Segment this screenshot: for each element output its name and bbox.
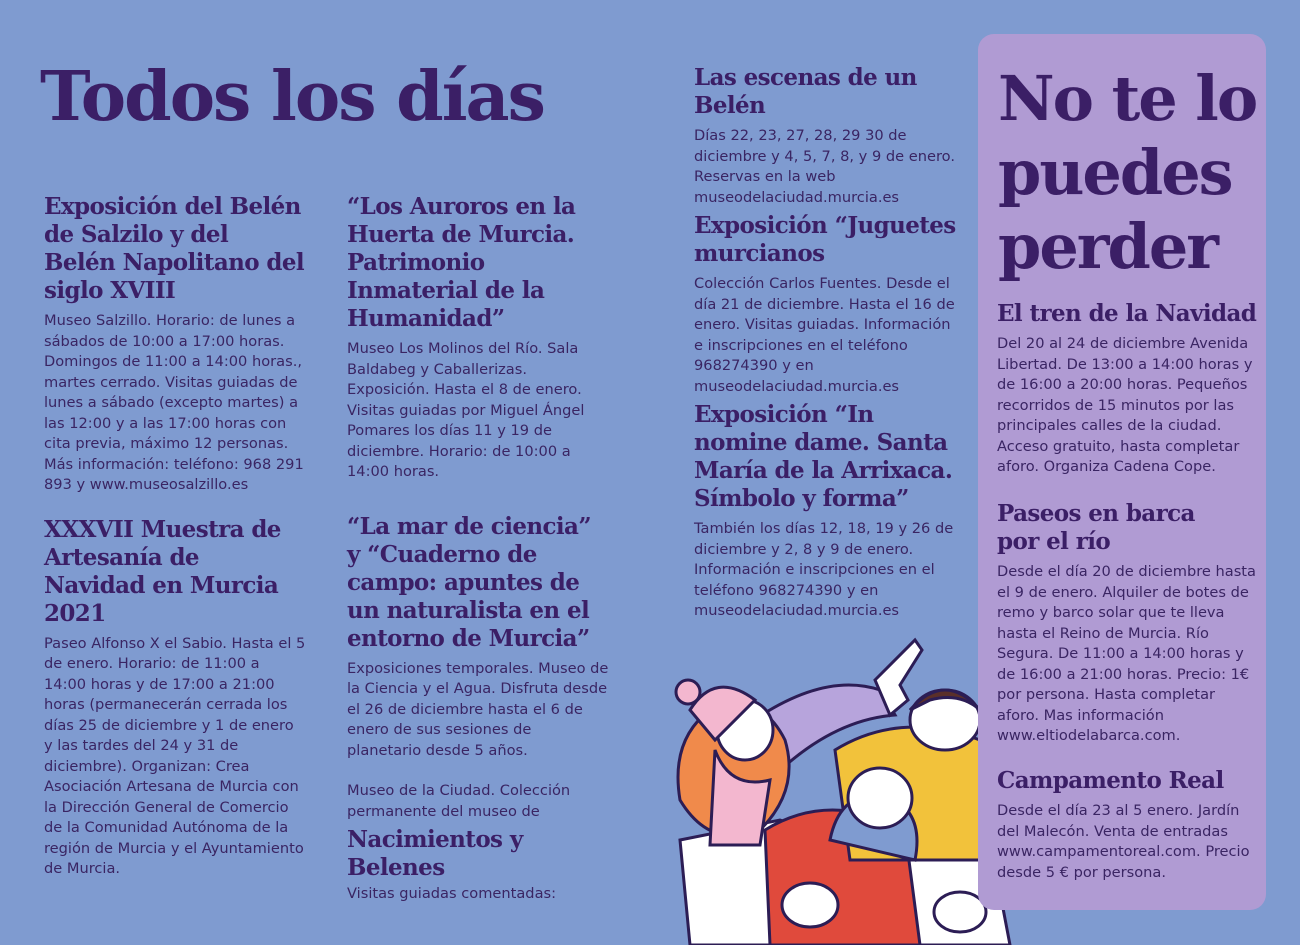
event-description: Exposiciones temporales. Museo de la Ciencia y el Agua. Disfruta desde el 26 de diciembre hasta el 6 de enero de sus sesiones de planetario desde 5 años. bbox=[347, 659, 609, 759]
event-description: Del 20 al 24 de diciembre Avenida Libertad. De 13:00 a 14:00 horas y de 16:00 a 20:00 horas. Pequeños recorridos de 15 minutos por las principales calles de la ciudad. Acceso gratuito, hasta completar aforo. Organiza Cadena Cope. bbox=[997, 335, 1253, 475]
event-salzillo bbox=[44, 193, 306, 496]
event-description: Días 22, 23, 27, 28, 29 30 de diciembre y 4, 5, 7, 8, y 9 de enero. Reservas en la web museodelaciudad.murcia.es bbox=[694, 127, 955, 206]
event-description: Colección Carlos Fuentes. Desde el día 21 de diciembre. Hasta el 16 de enero. Visitas guiadas. Información e inscripciones en el teléfono 968274390 y en museodelaciudad.murcia.es bbox=[694, 275, 955, 395]
event-title: XXXVII Muestra de Artesanía de Navidad en Murcia 2021 bbox=[44, 515, 281, 627]
event-artesania bbox=[44, 516, 306, 880]
event-in-nomine bbox=[694, 401, 956, 622]
event-title: “Los Auroros en la Huerta de Murcia. Patrimonio Inmaterial de la Humanidad” bbox=[347, 193, 576, 332]
event-ciencia bbox=[347, 513, 609, 762]
event-description: Paseo Alfonso X el Sabio. Hasta el 5 de enero. Horario: de 11:00 a 14:00 horas y de 17:00 a 21:00 horas (permanecerán cerrada los días 25 de diciembre y 1 de enero y las tardes del 24 y 31 de diciembre). Organizan: Crea Asociación Artesana de Murcia con la Dirección General de Comercio de la Comunidad Autónoma de la región de Murcia y el Ayuntamiento de Murcia. bbox=[44, 634, 306, 877]
event-description: Desde el día 23 al 5 enero. Jardín del Malecón. Venta de entradas www.campamentoreal.com. Precio desde 5 € por persona. bbox=[997, 802, 1250, 881]
event-title: El tren de la Navidad bbox=[997, 300, 1257, 327]
event-auroros bbox=[347, 193, 609, 483]
event-description: Museo Salzillo. Horario: de lunes a sábados de 10:00 a 17:00 horas. Domingos de 11:00 a 14:00 horas., martes cerrado. Visitas guiadas de lunes a sábado (excepto martes) a las 12:00 y a las 17:00 horas con cita previa, máximo 12 personas. Más información: teléfono: 968 291 893 y www.museosalzillo.es bbox=[44, 312, 304, 493]
event-campamento bbox=[997, 767, 1259, 883]
event-title: “La mar de ciencia” y “Cuaderno de campo: apuntes de un naturalista en el entorno de Murcia” bbox=[347, 512, 591, 652]
event-juguetes bbox=[694, 212, 956, 397]
event-intro: Museo de la Ciudad. Colección permanente del museo de bbox=[347, 782, 571, 820]
column-2 bbox=[347, 193, 609, 905]
event-description: Desde el día 20 de diciembre hasta el 9 de enero. Alquiler de botes de remo y barco solar que te lleva hasta el Reino de Murcia. Río Segura. De 11:00 a 14:00 horas y de 16:00 a 21:00 horas. Precio: 1€ por persona. Hasta completar aforo. Mas información www.eltiodelabarca.com. bbox=[997, 563, 1256, 744]
panel-title: No te lo puedes perder bbox=[998, 62, 1257, 283]
event-title: Exposición del Belén de Salzilo y del Belén Napolitano del siglo XVIII bbox=[44, 193, 305, 304]
event-title: Exposición “In nomine dame. Santa María de la Arrixaca. Símbolo y forma” bbox=[694, 401, 953, 512]
event-title: Las escenas de un Belén bbox=[694, 64, 917, 119]
event-title: Exposición “Juguetes murcianos bbox=[694, 212, 956, 267]
event-tren bbox=[997, 300, 1259, 478]
page-title: Todos los días bbox=[40, 57, 544, 137]
event-description: Museo Los Molinos del Río. Sala Baldabeg y Caballerizas. Exposición. Hasta el 8 de enero. Visitas guiadas por Miguel Ángel Pomares los días 11 y 19 de diciembre. Horario: de 10:00 a 14:00 horas. bbox=[347, 340, 585, 480]
event-nacimientos bbox=[347, 781, 609, 905]
event-description: Visitas guiadas comentadas: bbox=[347, 885, 557, 902]
event-title: Paseos en barca por el río bbox=[997, 500, 1195, 555]
event-barca bbox=[997, 500, 1259, 747]
event-title: Nacimientos y Belenes bbox=[347, 826, 523, 881]
event-description: También los días 12, 18, 19 y 26 de diciembre y 2, 8 y 9 de enero. Información e inscripciones en el teléfono 968274390 y en museodelaciudad.murcia.es bbox=[694, 520, 954, 619]
event-title: Campamento Real bbox=[997, 767, 1224, 794]
column-3 bbox=[694, 64, 956, 622]
kids-illustration bbox=[660, 630, 1020, 945]
column-1 bbox=[44, 193, 306, 900]
event-escenas bbox=[694, 64, 956, 208]
